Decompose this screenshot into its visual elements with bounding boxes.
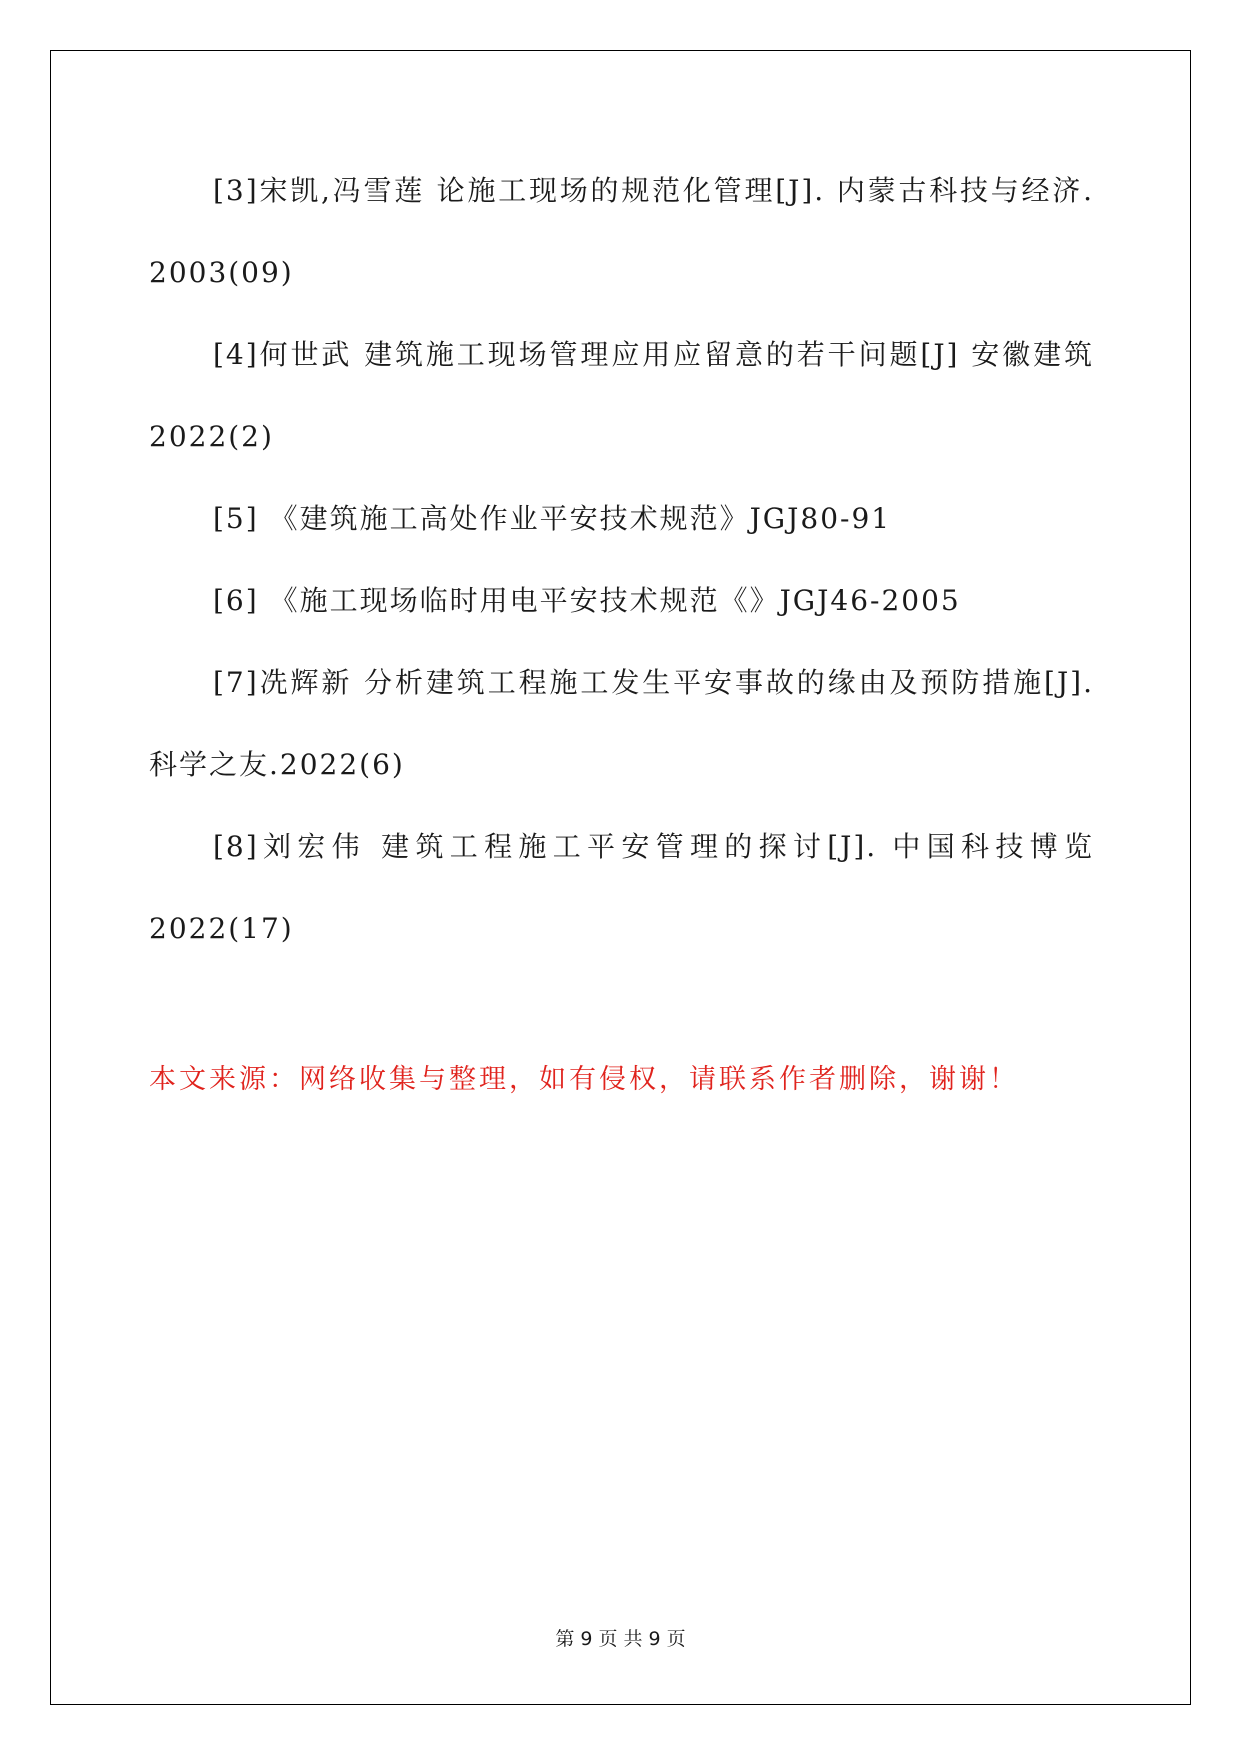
page-footer <box>0 1624 1241 1651</box>
reference-item: [8]刘宏伟 建筑工程施工平安管理的探讨[J]. 中国科技博览2022(17) <box>149 830 1094 945</box>
references-list <box>149 150 1094 970</box>
reference-item: [7]冼辉新 分析建筑工程施工发生平安事故的缘由及预防措施[J]. 科学之友.2022(6) <box>149 666 1094 781</box>
reference-item: [4]何世武 建筑施工现场管理应用应留意的若干问题[J] 安徽建筑 2022(2) <box>149 338 1094 453</box>
reference-item: [6] 《施工现场临时用电平安技术规范《》JGJ46-2005 <box>213 584 961 617</box>
copyright-notice: 本文来源：网络收集与整理，如有侵权，请联系作者删除，谢谢！ <box>149 1064 1019 1095</box>
reference-item: [5] 《建筑施工高处作业平安技术规范》JGJ80-91 <box>213 502 892 535</box>
reference-item: [3]宋凯,冯雪莲 论施工现场的规范化管理[J]. 内蒙古科技与经济. 2003(09) <box>149 174 1094 289</box>
page-number: 第 9 页 共 9 页 <box>555 1628 686 1650</box>
